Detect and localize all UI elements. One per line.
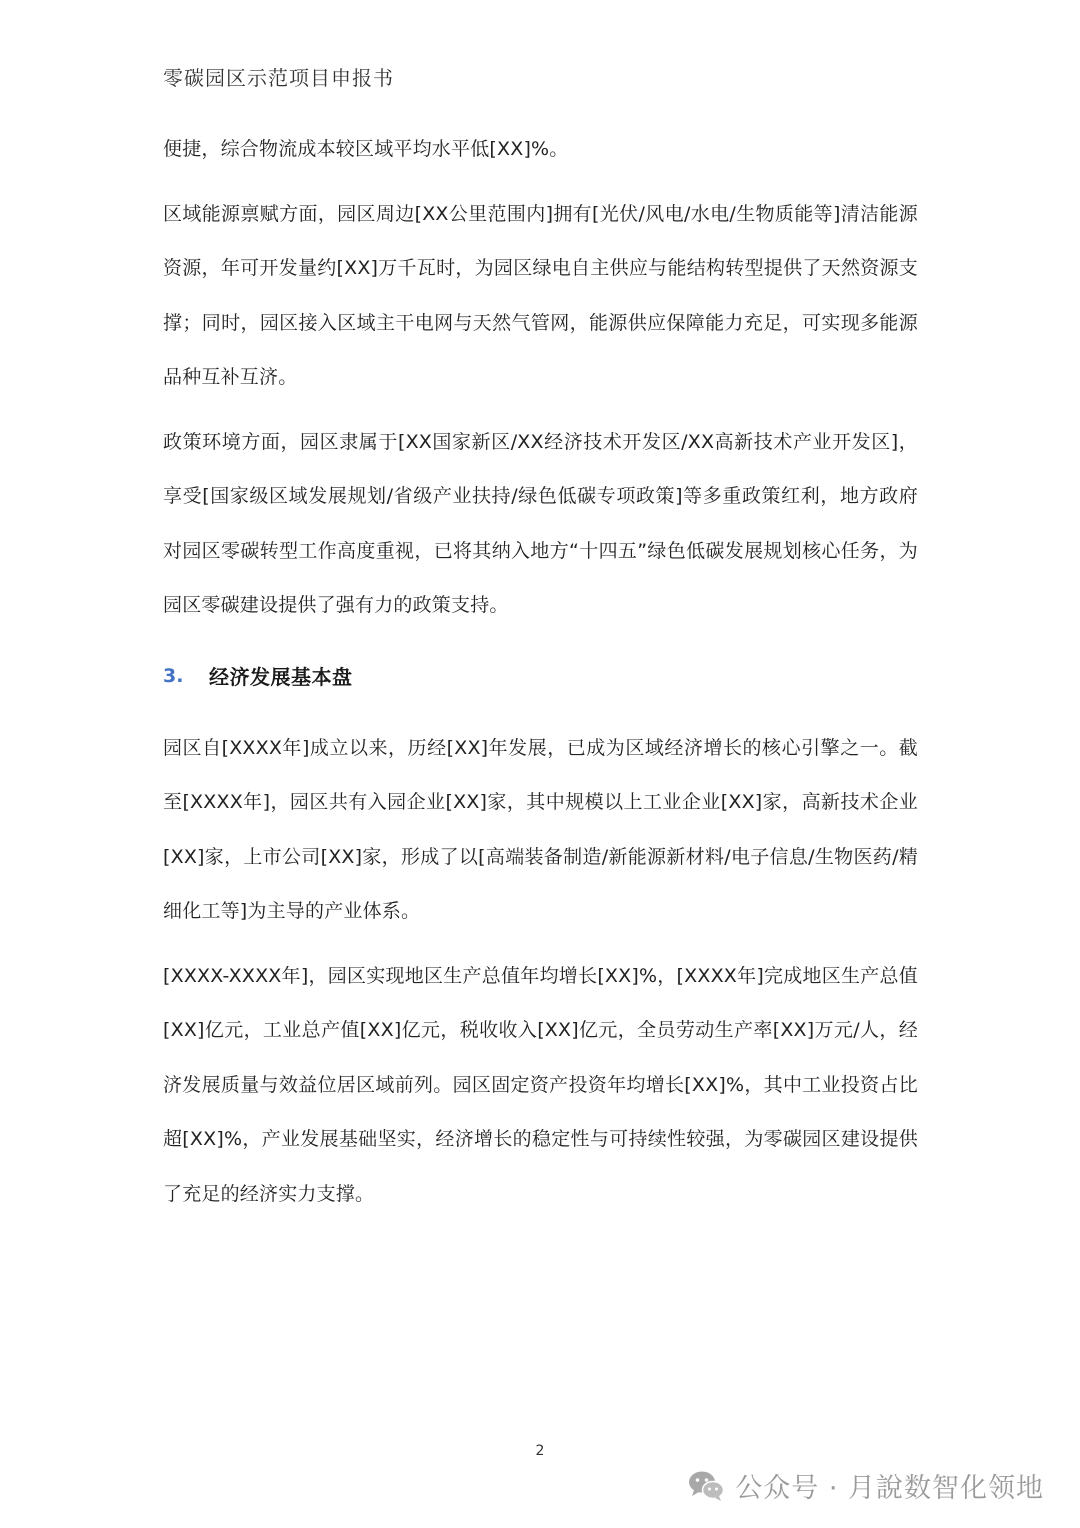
page-number: 2 [535, 1443, 545, 1459]
wechat-icon [687, 1469, 725, 1503]
section-title: 经济发展基本盘 [209, 665, 353, 689]
paragraph-logistics: 便捷，综合物流成本较区域平均水平低[XX]%。 [163, 138, 569, 160]
watermark-text: 公众号 · 月說数智化领地 [735, 1473, 1044, 1504]
section-number: 3. [163, 664, 184, 687]
body-text [163, 122, 918, 1231]
paragraph-enterprises: 园区自[XXXX年]成立以来，历经[XX]年发展，已成为区域经济增长的核心引擎之一。截至[XXXX年]，园区共有入园企业[XX]家，其中规模以上工业企业[XX]家，高新技术企业[XX]家，上市公司[XX]家，形成了以[高端装备制造/新能源新材料/电子信息/生物医药/精细化工等]为主导的产业体系。 [163, 736, 918, 922]
watermark [687, 1466, 1044, 1505]
running-header: 零碳园区示范项目申报书 [163, 66, 394, 90]
paragraph-economy: [XXXX-XXXX年]，园区实现地区生产总值年均增长[XX]%，[XXXX年]完成地区生产总值[XX]亿元，工业总产值[XX]亿元，税收收入[XX]亿元，全员劳动生产率[XX]万元/人，经济发展质量与效益位居区域前列。园区固定资产投资年均增长[XX]%，其中工业投资占比超[XX]%，产业发展基础坚实，经济增长的稳定性与可持续性较强，为零碳园区建设提供了充足的经济实力支撑。 [163, 964, 918, 1205]
paragraph-energy: 区域能源禀赋方面，园区周边[XX公里范围内]拥有[光伏/风电/水电/生物质能等]清洁能源资源，年可开发量约[XX]万千瓦时，为园区绿电自主供应与能结构转型提供了天然资源支撑；同时，园区接入区域主干电网与天然气管网，能源供应保障能力充足，可实现多能源品种互补互济。 [163, 202, 918, 388]
section-heading [163, 649, 918, 703]
paragraph-policy: 政策环境方面，园区隶属于[XX国家新区/XX经济技术开发区/XX高新技术产业开发区]，享受[国家级区域发展规划/省级产业扶持/绿色低碳专项政策]等多重政策红利，地方政府对园区零碳转型工作高度重视，已将其纳入地方“十四五”绿色低碳发展规划核心任务，为园区零碳建设提供了强有力的政策支持。 [163, 430, 918, 616]
